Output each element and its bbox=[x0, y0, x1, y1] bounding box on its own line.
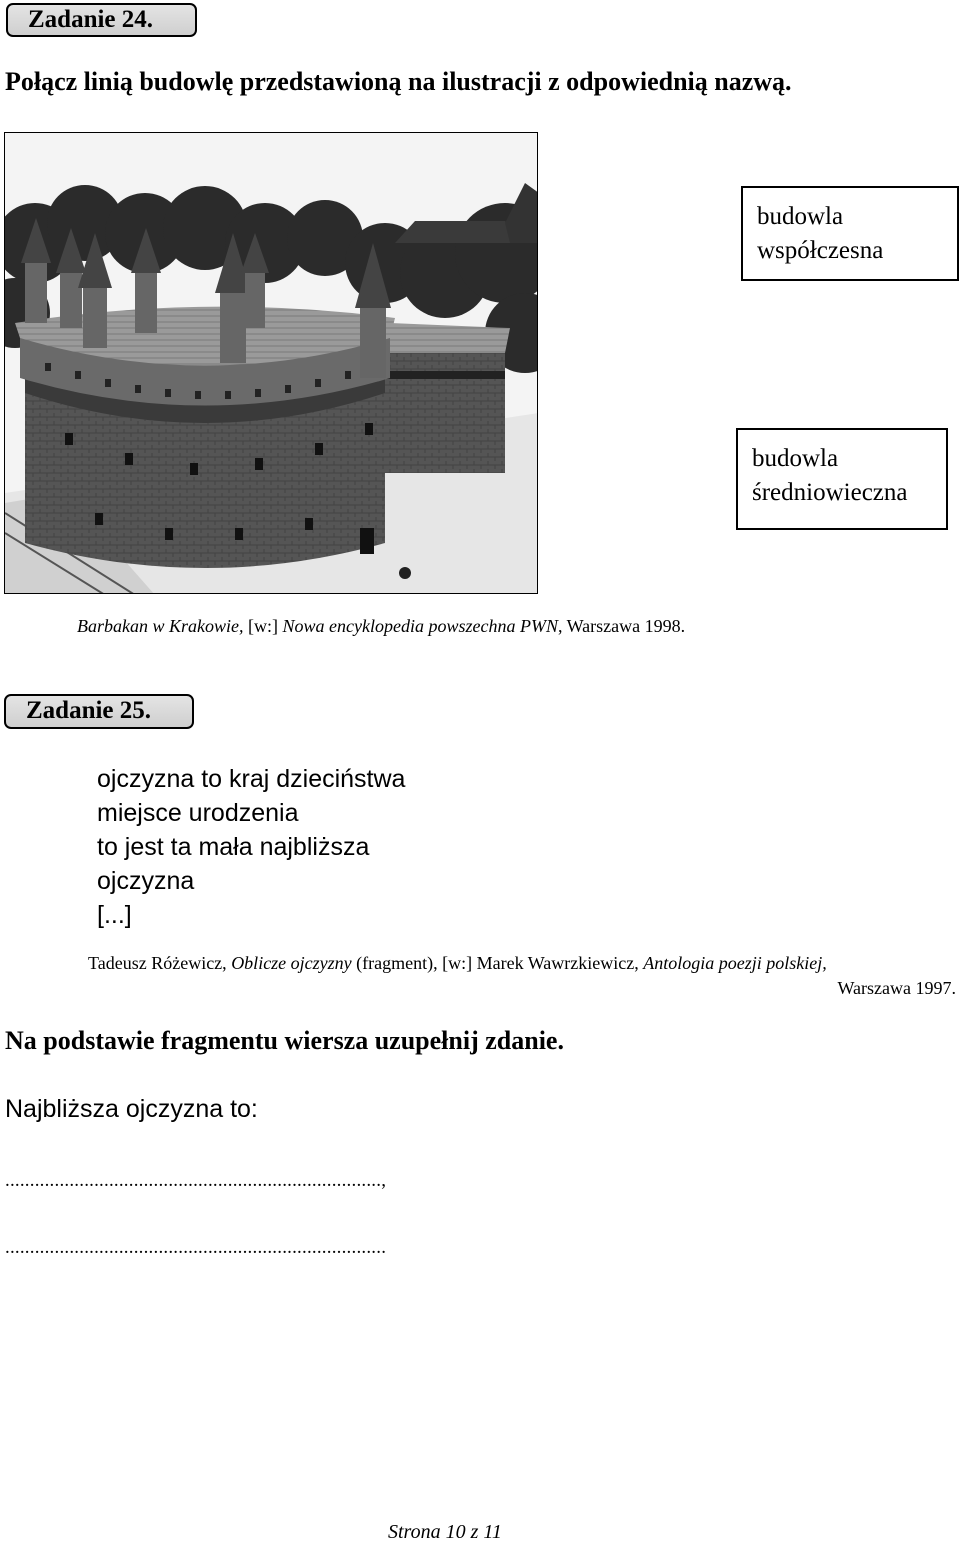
poem-source bbox=[88, 951, 956, 1001]
task-25-instruction: Na podstawie fragmentu wiersza uzupełnij zdanie. bbox=[5, 1026, 564, 1055]
caption-source-details: , Warszawa 1998. bbox=[557, 616, 686, 636]
task-25-label-text: Zadanie 25. bbox=[26, 697, 152, 724]
barbican-illustration bbox=[5, 133, 538, 594]
completion-sentence: Najbliższa ojczyzna to: bbox=[5, 1095, 258, 1123]
option-medieval-building-label: budowla średniowieczna bbox=[752, 445, 908, 506]
poem-line: [...] bbox=[97, 901, 132, 929]
task-25-label bbox=[4, 694, 194, 729]
option-modern-building-label: budowla współczesna bbox=[757, 203, 884, 264]
page-number: Strona 10 z 11 bbox=[388, 1521, 502, 1543]
caption-source-title: Nowa encyklopedia powszechna PWN bbox=[282, 616, 558, 636]
option-modern-building[interactable] bbox=[741, 186, 959, 281]
source-author: Tadeusz Różewicz, bbox=[88, 953, 232, 973]
barbican-photo bbox=[4, 132, 538, 594]
photo-caption bbox=[77, 615, 685, 637]
poem-line: miejsce urodzenia bbox=[97, 799, 299, 827]
source-in: (fragment), [w:] Marek Wawrzkiewicz, bbox=[351, 953, 644, 973]
task-24-instruction: Połącz linią budowlę przedstawioną na ilustracji z odpowiednią nazwą. bbox=[5, 67, 792, 96]
poem-line: ojczyzna to kraj dzieciństwa bbox=[97, 765, 406, 793]
caption-in: [w:] bbox=[248, 616, 283, 636]
task-24-label-text: Zadanie 24. bbox=[28, 6, 154, 33]
option-medieval-building[interactable] bbox=[736, 428, 948, 530]
source-poem-title: Oblicze ojczyzny bbox=[231, 953, 352, 973]
caption-subject: Barbakan w Krakowie, bbox=[77, 616, 248, 636]
answer-blank-2[interactable]: ............................................................................. bbox=[5, 1237, 387, 1258]
poem-line: to jest ta mała najbliższa bbox=[97, 833, 370, 861]
source-anthology-title: Antologia poezji polskiej, bbox=[643, 953, 827, 973]
answer-blank-1[interactable]: ............................................................................, bbox=[5, 1170, 387, 1191]
poem-fragment bbox=[97, 762, 405, 932]
task-24-label bbox=[6, 3, 197, 37]
source-publication: Warszawa 1997. bbox=[837, 978, 956, 998]
poem-line: ojczyzna bbox=[97, 867, 195, 895]
